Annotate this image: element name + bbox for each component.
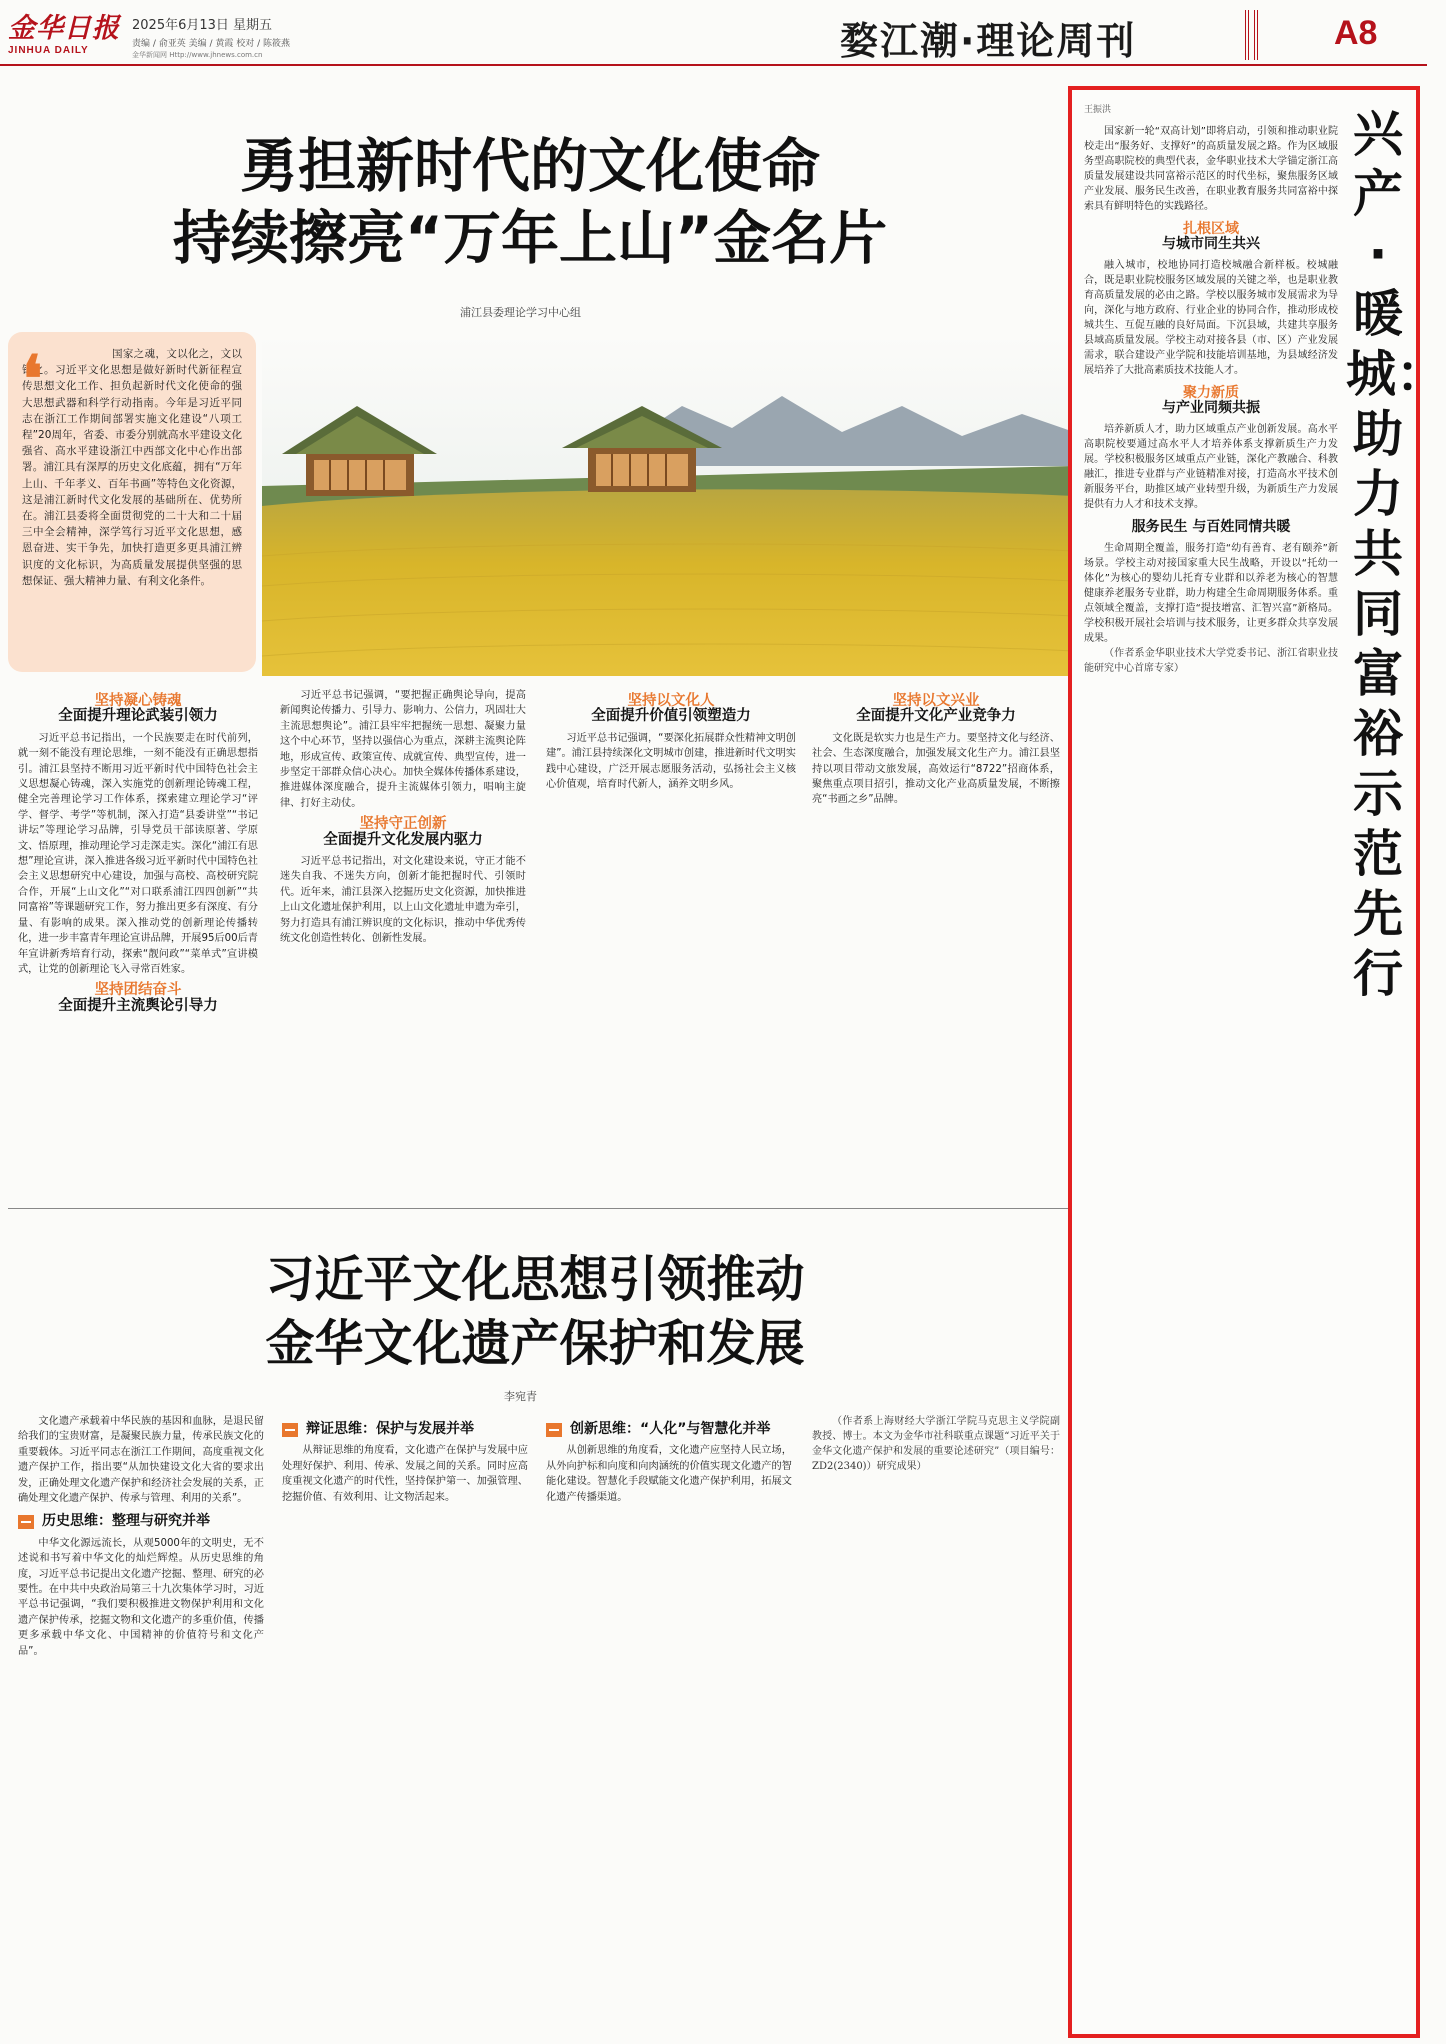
lead-title-line-1: 勇担新时代的文化使命 — [239, 132, 820, 200]
sidebar-title: 兴产·暖城：助力共同富裕示范先行 — [1346, 105, 1446, 1003]
section-heading-text: 创新思维：“人化”与智慧化并举 — [570, 1421, 771, 1437]
quote-icon: ❛ — [22, 342, 43, 417]
section-body: 习近平总书记强调，“要深化拓展群众性精神文明创建”。浦江县持续深化文明城市创建，推进新时代文明实践中心建设，广泛开展志愿服务活动，弘扬社会主义核心价值观，培育时代新人，涵养文明乡风。 — [546, 732, 796, 791]
sidebar-section-body: 生命周期全覆盖，服务打造“幼有善育、老有颐养”新场景。学校主动对接国家重大民生战略，开设以“托幼一体化”为核心的婴幼儿托育专业群和以养老为核心的智慧健康养老服务专业群，助力构建全生命周期服务体系。重点领域全覆盖，支撑打造“提技增富、汇智兴富”新格局。学校积极开展社会培训与技术服务，让更多群众共享发展成果。 — [1084, 543, 1338, 644]
second-column-1 — [18, 1414, 264, 2034]
sidebar-section-heading: 与产业同频共振 — [1162, 400, 1260, 416]
section-kicker: 坚持守正创新 — [359, 816, 447, 833]
section-marker-icon — [18, 1515, 34, 1529]
editor-credits: 责编 / 俞亚英 美编 / 黄霞 校对 / 陈筱燕 — [132, 39, 290, 49]
section-heading: 全面提升文化发展内驱力 — [323, 831, 483, 848]
section-marker-icon — [282, 1423, 298, 1437]
hero-illustration — [262, 336, 1074, 676]
section-kicker: 坚持以文兴业 — [892, 693, 980, 709]
sidebar-section-kicker: 扎根区域 — [1183, 221, 1239, 237]
sidebar-section-heading: 与城市同生共兴 — [1162, 236, 1260, 252]
lead-column-4 — [812, 688, 1060, 1168]
section-kicker: 坚持以文化人 — [627, 693, 715, 709]
article-divider — [8, 1208, 1068, 1209]
second-article-byline: 李宛青 — [504, 1390, 537, 1403]
second-title-line-2: 金华文化遗产保护和发展 — [265, 1315, 805, 1372]
lead-article-title — [50, 130, 1010, 274]
second-column-2 — [282, 1414, 528, 2034]
page-number: A8 — [1334, 14, 1378, 52]
sidebar-intro: 国家新一轮“双高计划”即将启动，引领和推动职业院校走出“服务好、支撑好”的高质量发展之路。作为区域服务型高职院校的典型代表，金华职业技术大学锚定浙江高质量发展建设共同富裕示范区的时代坐标，聚焦服务区域产业发展、服务民生改善，在职业教育服务共同富裕中探索具有鲜明特色的实践路径。 — [1084, 126, 1338, 212]
sidebar-section-body: 融入城市，校地协同打造校城融合新样板。校城融合，既是职业院校服务区域发展的关键之举，也是职业教育高质量发展的必由之路。学校以服务城市发展需求为导向，深化与地方政府、行业企业的协同合作，推动形成校城共生、互促互融的良好局面。下沉县域，共建共享服务县域高质量发展。学校主动对接各县（市、区）产业发展需求，联合建设产业学院和技能培训基地，为县域经济发展培养了大批高素质技术技能人才。 — [1084, 260, 1338, 376]
sidebar-author: 王振洪 — [1084, 105, 1112, 115]
section-body: 中华文化源远流长，从观5000年的文明史，无不述说和书写着中华文化的灿烂辉煌。从历史思维的角度，习近平总书记提出文化遗产挖掘、整理、研究的必要性。在中共中央政治局第三十九次集体学习时，习近平总书记强调，“我们要积极推进文物保护利用和文化遗产保护传承，挖掘文物和文化遗产的多重价值，传播更多承载中华文化、中国精神的价值符号和文化产品”。 — [18, 1537, 264, 1657]
section-heading-innovation — [546, 1422, 792, 1437]
section-heading-history — [18, 1514, 264, 1529]
section-body: 习近平总书记强调，“要把握正确舆论导向，提高新闻舆论传播力、引导力、影响力、公信力，巩固壮大主流思想舆论”。浦江县牢牢把握统一思想、凝聚力量这个中心环节，坚持以强信心为重点，深耕主流舆论阵地，形成宣传、政策宣传、成就宣传、典型宣传，进一步坚定干部群众信心决心。加快全媒体传播体系建设，推进媒体深度融合，提升主流媒体引领力，唱响主旋律、打好主动仗。 — [280, 690, 526, 809]
masthead — [0, 0, 1427, 66]
sidebar-section-body: 培养新质人才，助力区域重点产业创新发展。高水平高职院校要通过高水平人才培养体系支撑新质生产力发展。学校积极服务区域重点产业链，深化产教融合、科教融汇，推进专业群与产业链精准对接，打造高水平技术创新服务平台，助推区域产业转型升级，为新质生产力发展提供有力人才和技术支撑。 — [1084, 424, 1338, 510]
section-heading-text: 辩证思维：保护与发展并举 — [306, 1421, 474, 1437]
newspaper-logo — [8, 6, 128, 56]
section-body: 习近平总书记指出，一个民族要走在时代前列，就一刻不能没有理论思维，一刻不能没有正确思想指引。浦江县坚持不断用习近平新时代中国特色社会主义思想凝心铸魂，深入实施党的创新理论铸魂工程，健全完善理论学习工作体系，探索建立理论学习“评学、督学、考学”等机制，深入打造“县委讲堂”“书记讲坛”等理论学习品牌，引导党员干部读原著、学原文、悟原理，推动理论学习走深走实。深化“浦江有思想”理论宣讲，深入推进各级习近平新时代中国特色社会主义思想研究中心建设，加强与高校、高校研究院合作，开展“上山文化”“对口联系浦江四四创新”“共同富裕”等课题研究工作，努力推出更多有深度、有分量、有影响的成果。深入推动党的创新理论传播转化，进一步丰富青年理论宣讲品牌，开展95后00后青年宣讲新秀培育行动，探索“靓问政”“菜单式”宣讲模式，让党的创新理论飞入寻常百姓家。 — [18, 732, 258, 975]
lead-column-2 — [280, 688, 526, 1168]
lead-intro-text: 国家之魂，文以化之，文以铸之。习近平文化思想是做好新时代新征程宣传思想文化工作、担负起新时代文化使命的强大思想武器和科学行动指南。今年是习近平同志在浙江工作期间部署实施文化建设“八项工程”20周年，省委、市委分别就高水平建设文化强省、高水平建设浙江中西部文化中心作出部署。浦江具有深厚的历史文化底蕴，拥有“万年上山、千年孝义、百年书画”等特色文化资源，这是浦江新时代文化发展的基础所在、优势所在。浦江县委将全面贯彻党的二十大和二十届三中全会精神，深学笃行习近平文化思想，感恩奋进、实干争先，加快打造更多更具浦江辨识度的文化标识，为高质量发展提供坚强的思想保证、强大精神力量、有利文化条件。 — [22, 348, 242, 587]
second-article-title — [60, 1248, 1010, 1376]
section-heading: 全面提升理论武装引领力 — [58, 708, 218, 725]
second-column-4 — [812, 1414, 1060, 2034]
lead-article-byline: 浦江县委理论学习中心组 — [460, 306, 581, 319]
section-heading-dialectic — [282, 1422, 528, 1437]
section-heading: 全面提升价值引领塑造力 — [591, 708, 751, 725]
sidebar-section-kicker: 聚力新质 — [1183, 385, 1239, 401]
sidebar-column — [1084, 124, 1338, 2024]
section-kicker: 坚持团结奋斗 — [94, 982, 182, 999]
section-kicker: 坚持凝心铸魂 — [94, 693, 182, 709]
issue-date: 2025年6月13日 星期五 — [132, 18, 273, 33]
sidebar-author-note: （作者系金华职业技术大学党委书记、浙江省职业技能研究中心首席专家） — [1084, 648, 1338, 674]
logo-english: JINHUA DAILY — [8, 45, 89, 56]
section-body: 习近平总书记指出，对文化建设来说，守正才能不迷失自我、不迷失方向，创新才能把握时代、引领时代。近年来，浦江县深入挖掘历史文化资源，加快推进上山文化遗址保护利用，以上山文化遗址申遗为牵引，努力打造具有浦江辨识度的文化标识，推动中华优秀传统文化创造性转化、创新性发展。 — [280, 856, 526, 945]
section-heading: 全面提升主流舆论引导力 — [58, 997, 218, 1014]
author-note: （作者系上海财经大学浙江学院马克思主义学院副教授、博士。本文为金华市社科联重点课题“习近平关于金华文化遗产保护和发展的重要论述研究”（项目编号：ZD2(2340)）研究成果） — [812, 1416, 1060, 1472]
section-title: 婺江潮·理论周刊 — [840, 19, 1137, 63]
logo-chinese: 金华日报 — [8, 13, 120, 44]
sidebar-section-heading: 服务民生 与百姓同情共暖 — [1131, 519, 1291, 535]
section-body: 从创新思维的角度看，文化遗产应坚持人民立场，从外向护标和向度和向肉涵统的价值实现文化遗产的智能化建设。智慧化手段赋能文化遗产保护利用，拓展文化遗产传播渠道。 — [546, 1445, 792, 1503]
section-body: 从辩证思维的角度看，文化遗产在保护与发展中应处理好保护、利用、传承、发展之间的关系。同时应高度重视文化遗产的时代性，坚持保护第一、加强管理、挖掘价值、有效利用、让文物活起来。 — [282, 1445, 528, 1503]
lead-column-3 — [546, 688, 796, 1168]
lead-intro-box — [8, 332, 256, 672]
section-heading-text: 历史思维：整理与研究并举 — [42, 1513, 210, 1530]
lead-title-line-2: 持续擦亮“万年上山”金名片 — [172, 204, 888, 272]
sidebar-article — [1068, 86, 1446, 2038]
section-marker-icon — [546, 1423, 562, 1437]
site-url: 金华新闻网 Http://www.jhnews.com.cn — [132, 51, 263, 59]
second-title-line-1: 习近平文化思想引领推动 — [265, 1251, 805, 1308]
title-divider — [1254, 10, 1258, 60]
lead-column-1 — [18, 688, 258, 1168]
section-body: 文化既是软实力也是生产力。要坚持文化与经济、社会、生态深度融合，加强发展文化生产力。浦江县坚持以项目带动文旅发展，高效运行“8722”招商体系，聚焦重点项目招引，推动文化产业高质量发展，不断擦亮“书画之乡”品牌。 — [812, 732, 1060, 806]
hero-photo-rice-field-pavilions — [262, 336, 1074, 676]
title-divider — [1245, 10, 1249, 60]
second-column-3 — [546, 1414, 792, 2034]
second-intro: 文化遗产承载着中华民族的基因和血脉，是退民留给我们的宝贵财富，是凝聚民族力量，传承民族文化的重要载体。习近平同志在浙江工作期间，高度重视文化遗产保护工作，指出要“从加快建设文化大省的要求出发，正确处理文化遗产保护和经济社会发展的关系，正确处理文化遗产保护、传承与管理、利用的关系”。 — [18, 1416, 264, 1505]
section-heading: 全面提升文化产业竞争力 — [856, 708, 1016, 725]
